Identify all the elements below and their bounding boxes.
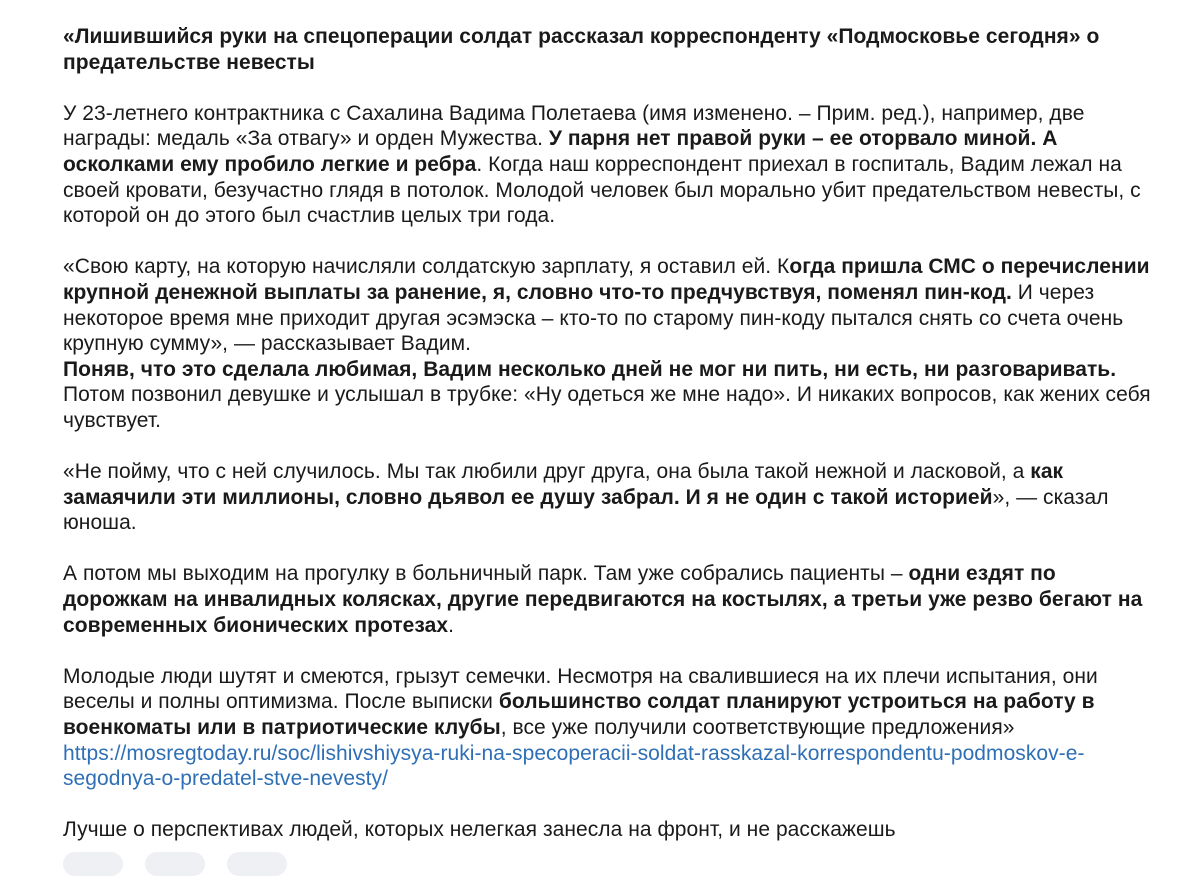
text-span: А потом мы выходим на прогулку в больничный парк. Там уже собрались пациенты – xyxy=(63,562,909,586)
text-span: И через некоторое время мне приходит другая эсэмэска – кто-то по старому пин-коду пытался снять со счета очень крупную сумму», — рассказывает Вадим. xyxy=(63,280,1124,356)
bold-span: большинство солдат планируют устроиться на работу в военкоматы или в патриотические клубы xyxy=(63,690,1095,740)
text-span: , все уже получили соответствующие предложения» xyxy=(500,716,1015,740)
source-link[interactable]: https://mosregtoday.ru/soc/lishivshiysya-ruki-na-specoperacii-soldat-rasskazal-korrespondentu-podmoskov-e-segodnya-o-predatel-stve-nevesty/ xyxy=(63,741,1085,791)
reactions-bar xyxy=(63,852,287,872)
paragraph-gap xyxy=(63,536,1163,562)
text-span: Лучше о перспективах людей, которых нелегкая занесла на фронт, и не расскажешь xyxy=(63,818,896,842)
reaction-button[interactable] xyxy=(145,852,205,876)
bold-span: У парня нет правой руки – ее оторвало миной. А осколками ему пробило легкие и ребра xyxy=(63,127,1058,176)
paragraph-gap xyxy=(63,229,1163,255)
future-paragraph xyxy=(63,664,1163,792)
paragraph-gap xyxy=(63,75,1163,101)
headline-bold: «Лишившийся руки на спецоперации солдат рассказал корреспонденту «Подмосковье сегодня» о предательстве невесты xyxy=(63,25,1100,74)
reaction-button[interactable] xyxy=(227,852,287,876)
intro-paragraph xyxy=(63,101,1163,229)
text-span: Потом позвонил девушке и услышал в трубке: «Ну одеться же мне надо». И никаких вопросов, как жених себя чувствует. xyxy=(63,383,1151,432)
text-span: У 23-летнего контрактника с Сахалина Вадима Полетаева (имя изменено. – Прим. ред.), например, две награды: медаль «За отвагу» и орден Мужества. xyxy=(63,101,1085,151)
paragraph-gap xyxy=(63,434,1163,460)
text-span: «Не пойму, что с ней случилось. Мы так любили друг друга, она была такой нежной и ласковой, а xyxy=(63,460,1031,484)
realization-paragraph xyxy=(63,357,1163,434)
quote-love-paragraph xyxy=(63,459,1163,536)
text-span: », — сказал юноша. xyxy=(63,485,1109,535)
text-span: . Когда наш корреспондент приехал в госпиталь, Вадим лежал на своей кровати, безучастно глядя в потолок. Молодой человек был морально убит предательством невесты, с которой он до этого был счастлив целых три года. xyxy=(63,152,1141,228)
bold-span: одни ездят по дорожкам на инвалидных колясках, другие передвигаются на костылях, а третьи уже резво бегают на современных бионических протезах xyxy=(63,562,1143,637)
headline-paragraph xyxy=(63,24,1163,75)
park-paragraph xyxy=(63,561,1163,638)
bold-span: Поняв, что это сделала любимая, Вадим несколько дней не мог ни пить, ни есть, ни разговаривать. xyxy=(63,357,1117,381)
bold-span: как замаячили эти миллионы, словно дьявол ее душу забрал. И я не один с такой историей xyxy=(63,460,1064,509)
text-span: . xyxy=(448,613,454,637)
closing-paragraph xyxy=(63,817,1163,843)
text-span: Молодые люди шутят и смеются, грызут семечки. Несмотря на свалившиеся на их плечи испытания, они веселы и полны оптимизма. После выписки xyxy=(63,664,1098,714)
post-body xyxy=(63,24,1163,843)
text-span: «Свою карту, на которую начисляли солдатскую зарплату, я оставил ей. К xyxy=(63,255,790,279)
quote-card-paragraph xyxy=(63,254,1163,356)
paragraph-gap xyxy=(63,638,1163,664)
paragraph-gap xyxy=(63,792,1163,818)
reaction-button[interactable] xyxy=(63,852,123,876)
bold-span: огда пришла СМС о перечислении крупной денежной выплаты за ранение, я, словно что-то предчувствуя, поменял пин-код. xyxy=(63,255,1150,304)
